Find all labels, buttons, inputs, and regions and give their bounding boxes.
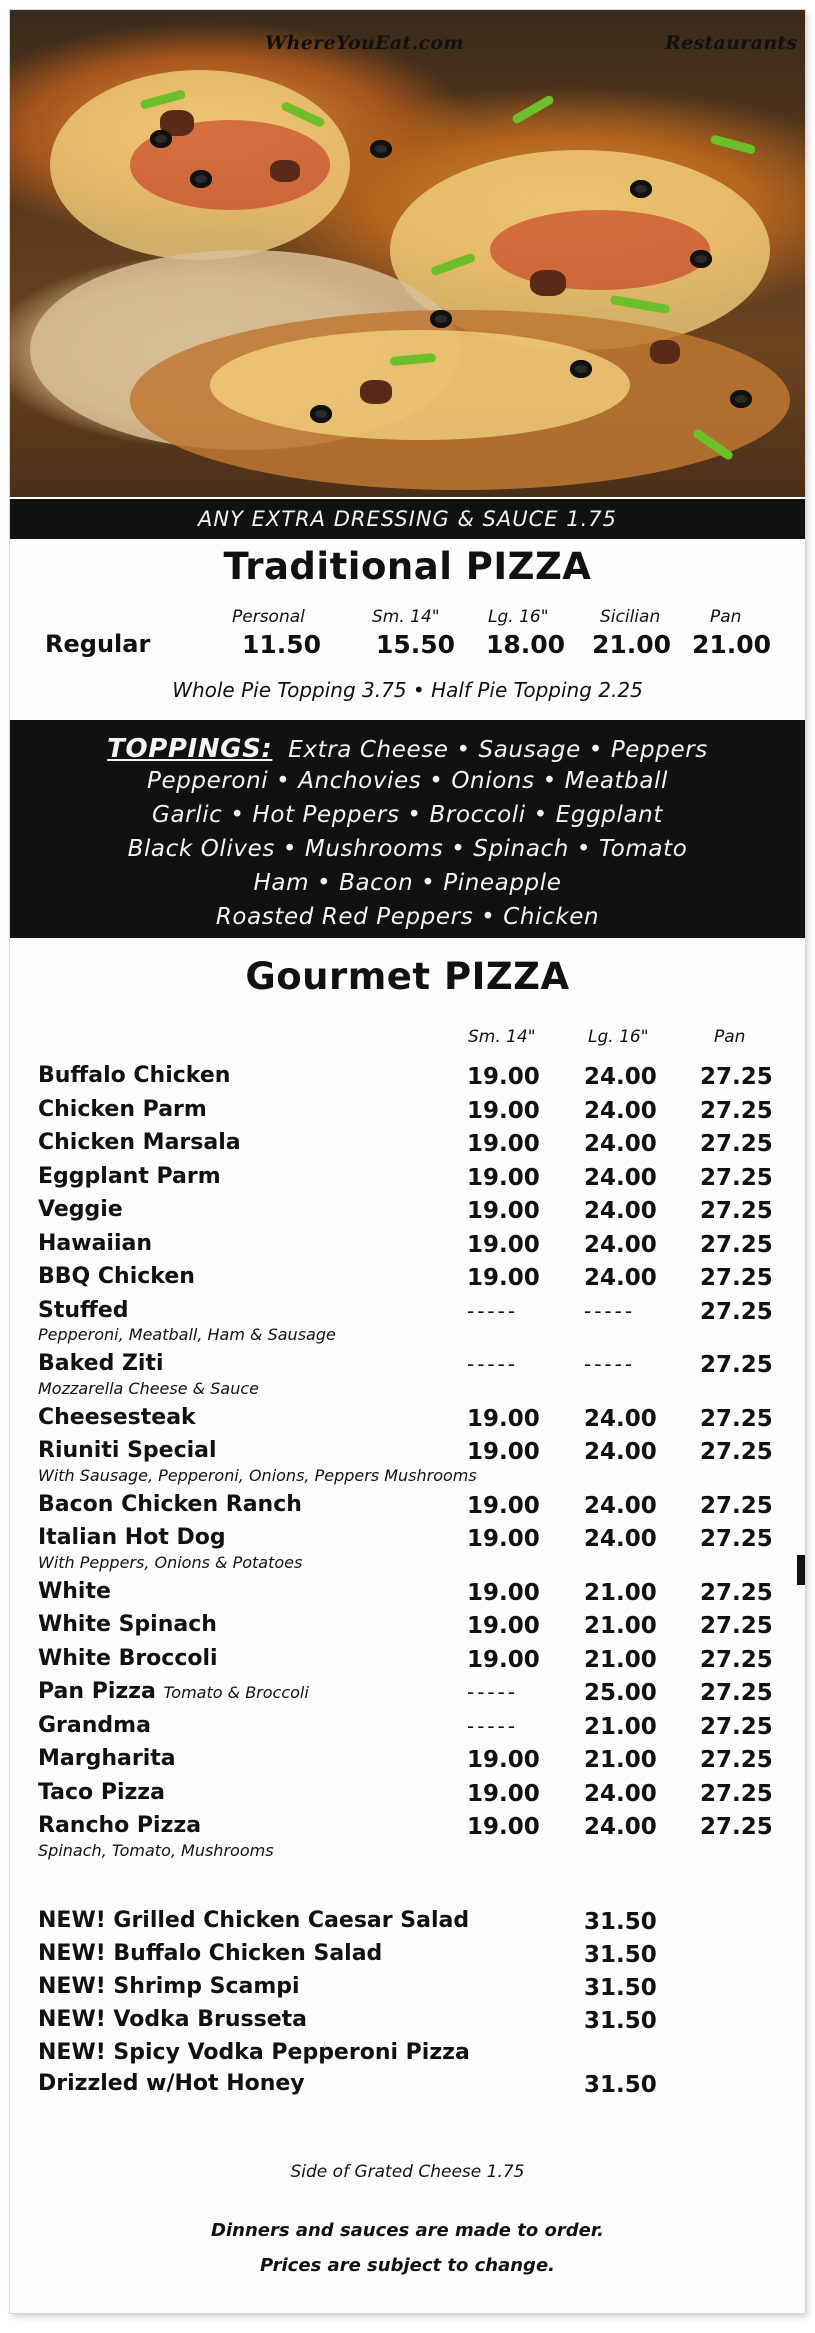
toppings-box	[10, 720, 805, 938]
gourmet-item-name	[38, 1612, 217, 1637]
gourmet-item-description: With Sausage, Pepperoni, Onions, Peppers Mushrooms	[38, 1465, 477, 1485]
gourmet-col-pan: Pan	[714, 1027, 746, 1047]
gourmet-item-description: Pepperoni, Meatball, Ham & Sausage	[38, 1325, 336, 1344]
gourmet-item-description: Mozzarella Cheese & Sauce	[38, 1378, 259, 1398]
pizza-photo	[10, 10, 805, 497]
new-item-name: NEW! Shrimp Scampi	[38, 1974, 300, 1999]
gourmet-item-description: Spinach, Tomato, Mushrooms	[38, 1840, 274, 1860]
new-item-name-line2: Drizzled w/Hot Honey	[38, 2071, 305, 2096]
gourmet-item-name	[38, 1164, 221, 1189]
gourmet-price-pan: 27.25	[700, 1298, 773, 1325]
gourmet-item-name	[38, 1525, 226, 1550]
gourmet-price-sm: 19.00	[467, 1492, 540, 1519]
gourmet-price-sm: -----	[467, 1680, 519, 1704]
traditional-title: Traditional PIZZA	[223, 545, 592, 588]
toppings-line-4: Black Olives • Mushrooms • Spinach • Tomato	[127, 836, 688, 862]
toppings-line-6: Roasted Red Peppers • Chicken	[215, 904, 600, 930]
gourmet-price-pan: 27.25	[700, 1097, 773, 1124]
gourmet-item-name	[38, 1579, 111, 1604]
toppings-line-1: TOPPINGS: Extra Cheese • Sausage • Peppers	[107, 734, 708, 764]
gourmet-price-sm: 19.00	[467, 1265, 540, 1291]
gourmet-price-lg: 24.00	[584, 1405, 657, 1432]
gourmet-item-name	[38, 1713, 151, 1738]
gourmet-item-name	[38, 1264, 195, 1289]
gourmet-price-sm: 19.00	[467, 1747, 540, 1773]
gourmet-price-pan: 27.25	[700, 1814, 773, 1840]
gourmet-price-sm: 19.00	[467, 1780, 540, 1807]
col-sicilian: Sicilian	[600, 607, 661, 627]
item-name-text: Chicken Parm	[38, 1096, 207, 1122]
gourmet-item-name	[38, 1679, 309, 1704]
made-to-order-note: Dinners and sauces are made to order.	[211, 2220, 604, 2241]
gourmet-price-lg: 21.00	[584, 1747, 657, 1773]
gourmet-price-pan: 27.25	[700, 1064, 773, 1090]
gourmet-item-name	[38, 1438, 217, 1463]
gourmet-price-lg: 21.00	[584, 1613, 657, 1639]
item-name-text: Hawaiian	[38, 1230, 153, 1256]
item-name-text: White	[38, 1578, 111, 1604]
watermark: WhereYouEat.com Restaurants	[265, 32, 798, 54]
gourmet-price-lg: 24.00	[584, 1064, 657, 1090]
new-item-name: NEW! Vodka Brusseta	[38, 2007, 307, 2032]
gourmet-price-lg: 24.00	[584, 1131, 657, 1157]
price-pan: 21.00	[692, 630, 772, 659]
item-name-text: BBQ Chicken	[38, 1264, 195, 1289]
gourmet-price-pan: 27.25	[700, 1579, 773, 1606]
item-name-text: Buffalo Chicken	[38, 1063, 231, 1088]
gourmet-item-name	[38, 1197, 123, 1222]
toppings-line-2: Pepperoni • Anchovies • Onions • Meatball	[146, 768, 669, 794]
gourmet-price-sm: 19.00	[467, 1814, 540, 1840]
gourmet-item-name	[38, 1813, 201, 1838]
gourmet-price-sm: 19.00	[467, 1064, 540, 1090]
new-item-name: NEW! Buffalo Chicken Salad	[38, 1941, 383, 1966]
gourmet-item-name	[38, 1405, 196, 1430]
gourmet-item-name	[38, 1063, 230, 1088]
gourmet-price-lg: 21.00	[584, 1579, 657, 1606]
toppings-label: TOPPINGS:	[107, 734, 273, 764]
side-cheese-note: Side of Grated Cheese 1.75	[290, 2162, 525, 2182]
gourmet-price-lg: 24.00	[584, 1814, 657, 1840]
item-name-text: Veggie	[38, 1197, 123, 1222]
gourmet-item-name	[38, 1351, 164, 1376]
gourmet-price-sm: 19.00	[467, 1097, 540, 1124]
gourmet-col-lg16: Lg. 16"	[588, 1027, 649, 1047]
gourmet-price-sm: 19.00	[467, 1164, 540, 1191]
item-name-text: Grandma	[38, 1712, 151, 1738]
col-lg16: Lg. 16"	[488, 607, 549, 627]
gourmet-price-pan: 27.25	[700, 1747, 773, 1773]
gourmet-item-name	[38, 1298, 129, 1323]
gourmet-price-lg: 24.00	[584, 1526, 657, 1552]
gourmet-col-sm14: Sm. 14"	[468, 1027, 536, 1047]
item-name-text: Stuffed	[38, 1297, 129, 1323]
gourmet-price-lg: 21.00	[584, 1713, 657, 1740]
gourmet-item-name	[38, 1746, 176, 1771]
gourmet-price-sm: 19.00	[467, 1405, 540, 1432]
gourmet-price-pan: 27.25	[700, 1265, 773, 1291]
gourmet-price-sm: -----	[467, 1713, 519, 1738]
new-item-price: 31.50	[584, 1942, 657, 1968]
gourmet-item-name	[38, 1231, 152, 1256]
gourmet-price-lg: 24.00	[584, 1231, 657, 1258]
item-name-text: Rancho Pizza	[38, 1813, 202, 1838]
gourmet-price-pan: 27.25	[700, 1713, 773, 1740]
gourmet-price-lg: 24.00	[584, 1492, 657, 1519]
gourmet-price-pan: 27.25	[700, 1198, 773, 1224]
item-name-text: White Broccoli	[38, 1645, 218, 1671]
gourmet-price-sm: 19.00	[467, 1198, 540, 1224]
new-item-name: NEW! Spicy Vodka Pepperoni Pizza	[38, 2040, 470, 2065]
item-inline-description: Tomato & Broccoli	[163, 1683, 309, 1702]
gourmet-price-pan: 27.25	[700, 1164, 773, 1191]
gourmet-price-lg: 21.00	[584, 1646, 657, 1673]
gourmet-item-name	[38, 1780, 165, 1805]
gourmet-price-lg: -----	[584, 1298, 636, 1323]
gourmet-price-pan: 27.25	[700, 1131, 773, 1157]
gourmet-price-pan: 27.25	[700, 1231, 773, 1258]
gourmet-price-pan: 27.25	[700, 1680, 773, 1706]
item-name-text: Taco Pizza	[38, 1779, 165, 1805]
extra-dressing-banner: ANY EXTRA DRESSING & SAUCE 1.75	[10, 499, 805, 539]
gourmet-price-sm: 19.00	[467, 1646, 540, 1673]
gourmet-price-pan: 27.25	[700, 1439, 773, 1465]
toppings-line-5: Ham • Bacon • Pineapple	[253, 870, 562, 896]
gourmet-price-pan: 27.25	[700, 1492, 773, 1519]
gourmet-item-description: With Peppers, Onions & Potatoes	[38, 1552, 303, 1572]
new-item-name: NEW! Grilled Chicken Caesar Salad	[38, 1908, 470, 1933]
new-item-price: 31.50	[584, 2008, 657, 2034]
col-personal: Personal	[232, 607, 305, 627]
menu-page	[10, 10, 805, 2313]
new-item-price: 31.50	[584, 1975, 657, 2001]
item-name-text: Eggplant Parm	[38, 1163, 221, 1189]
gourmet-title: Gourmet PIZZA	[245, 955, 570, 998]
gourmet-item-name	[38, 1097, 207, 1122]
edge-tab	[797, 1555, 805, 1585]
item-name-text: Italian Hot Dog	[38, 1525, 226, 1550]
toppings-line-3: Garlic • Hot Peppers • Broccoli • Eggplant	[152, 802, 663, 828]
new-item-price: 31.50	[584, 1909, 657, 1935]
gourmet-item-name	[38, 1130, 241, 1155]
gourmet-price-sm: 19.00	[467, 1439, 540, 1465]
gourmet-price-sm: -----	[467, 1298, 519, 1323]
gourmet-price-pan: 27.25	[700, 1646, 773, 1673]
prices-change-note: Prices are subject to change.	[260, 2255, 555, 2276]
regular-label: Regular	[45, 630, 151, 658]
item-name-text: Pan Pizza	[38, 1679, 156, 1704]
item-name-text: Cheesesteak	[38, 1404, 196, 1430]
gourmet-price-sm: 19.00	[467, 1579, 540, 1606]
gourmet-item-name	[38, 1492, 302, 1517]
price-personal: 11.50	[242, 630, 322, 659]
gourmet-price-pan: 27.25	[700, 1352, 773, 1378]
item-name-text: Chicken Marsala	[38, 1130, 241, 1155]
gourmet-price-sm: 19.00	[467, 1526, 540, 1552]
gourmet-price-lg: -----	[584, 1352, 636, 1376]
gourmet-price-lg: 24.00	[584, 1198, 657, 1224]
gourmet-price-pan: 27.25	[700, 1613, 773, 1639]
gourmet-price-lg: 24.00	[584, 1097, 657, 1124]
topping-price-line: Whole Pie Topping 3.75 • Half Pie Topping 2.25	[172, 678, 643, 702]
gourmet-price-sm: -----	[467, 1352, 519, 1376]
gourmet-price-sm: 19.00	[467, 1131, 540, 1157]
gourmet-price-sm: 19.00	[467, 1231, 540, 1258]
price-lg16: 18.00	[486, 630, 566, 659]
item-name-text: Bacon Chicken Ranch	[38, 1491, 302, 1517]
item-name-text: Baked Ziti	[38, 1351, 164, 1376]
gourmet-price-pan: 27.25	[700, 1780, 773, 1807]
item-name-text: White Spinach	[38, 1612, 217, 1637]
gourmet-price-lg: 25.00	[584, 1680, 657, 1706]
gourmet-price-pan: 27.25	[700, 1405, 773, 1432]
item-name-text: Riuniti Special	[38, 1438, 217, 1463]
item-name-text: Margharita	[38, 1746, 176, 1771]
gourmet-price-lg: 24.00	[584, 1439, 657, 1465]
new-item-price: 31.50	[584, 2072, 657, 2098]
gourmet-price-lg: 24.00	[584, 1780, 657, 1807]
gourmet-price-sm: 19.00	[467, 1613, 540, 1639]
gourmet-price-lg: 24.00	[584, 1265, 657, 1291]
col-sm14: Sm. 14"	[372, 607, 440, 627]
gourmet-price-pan: 27.25	[700, 1526, 773, 1552]
price-sm14: 15.50	[376, 630, 456, 659]
price-sicilian: 21.00	[592, 630, 672, 659]
gourmet-item-name	[38, 1646, 218, 1671]
col-pan: Pan	[710, 607, 742, 627]
gourmet-price-lg: 24.00	[584, 1164, 657, 1191]
